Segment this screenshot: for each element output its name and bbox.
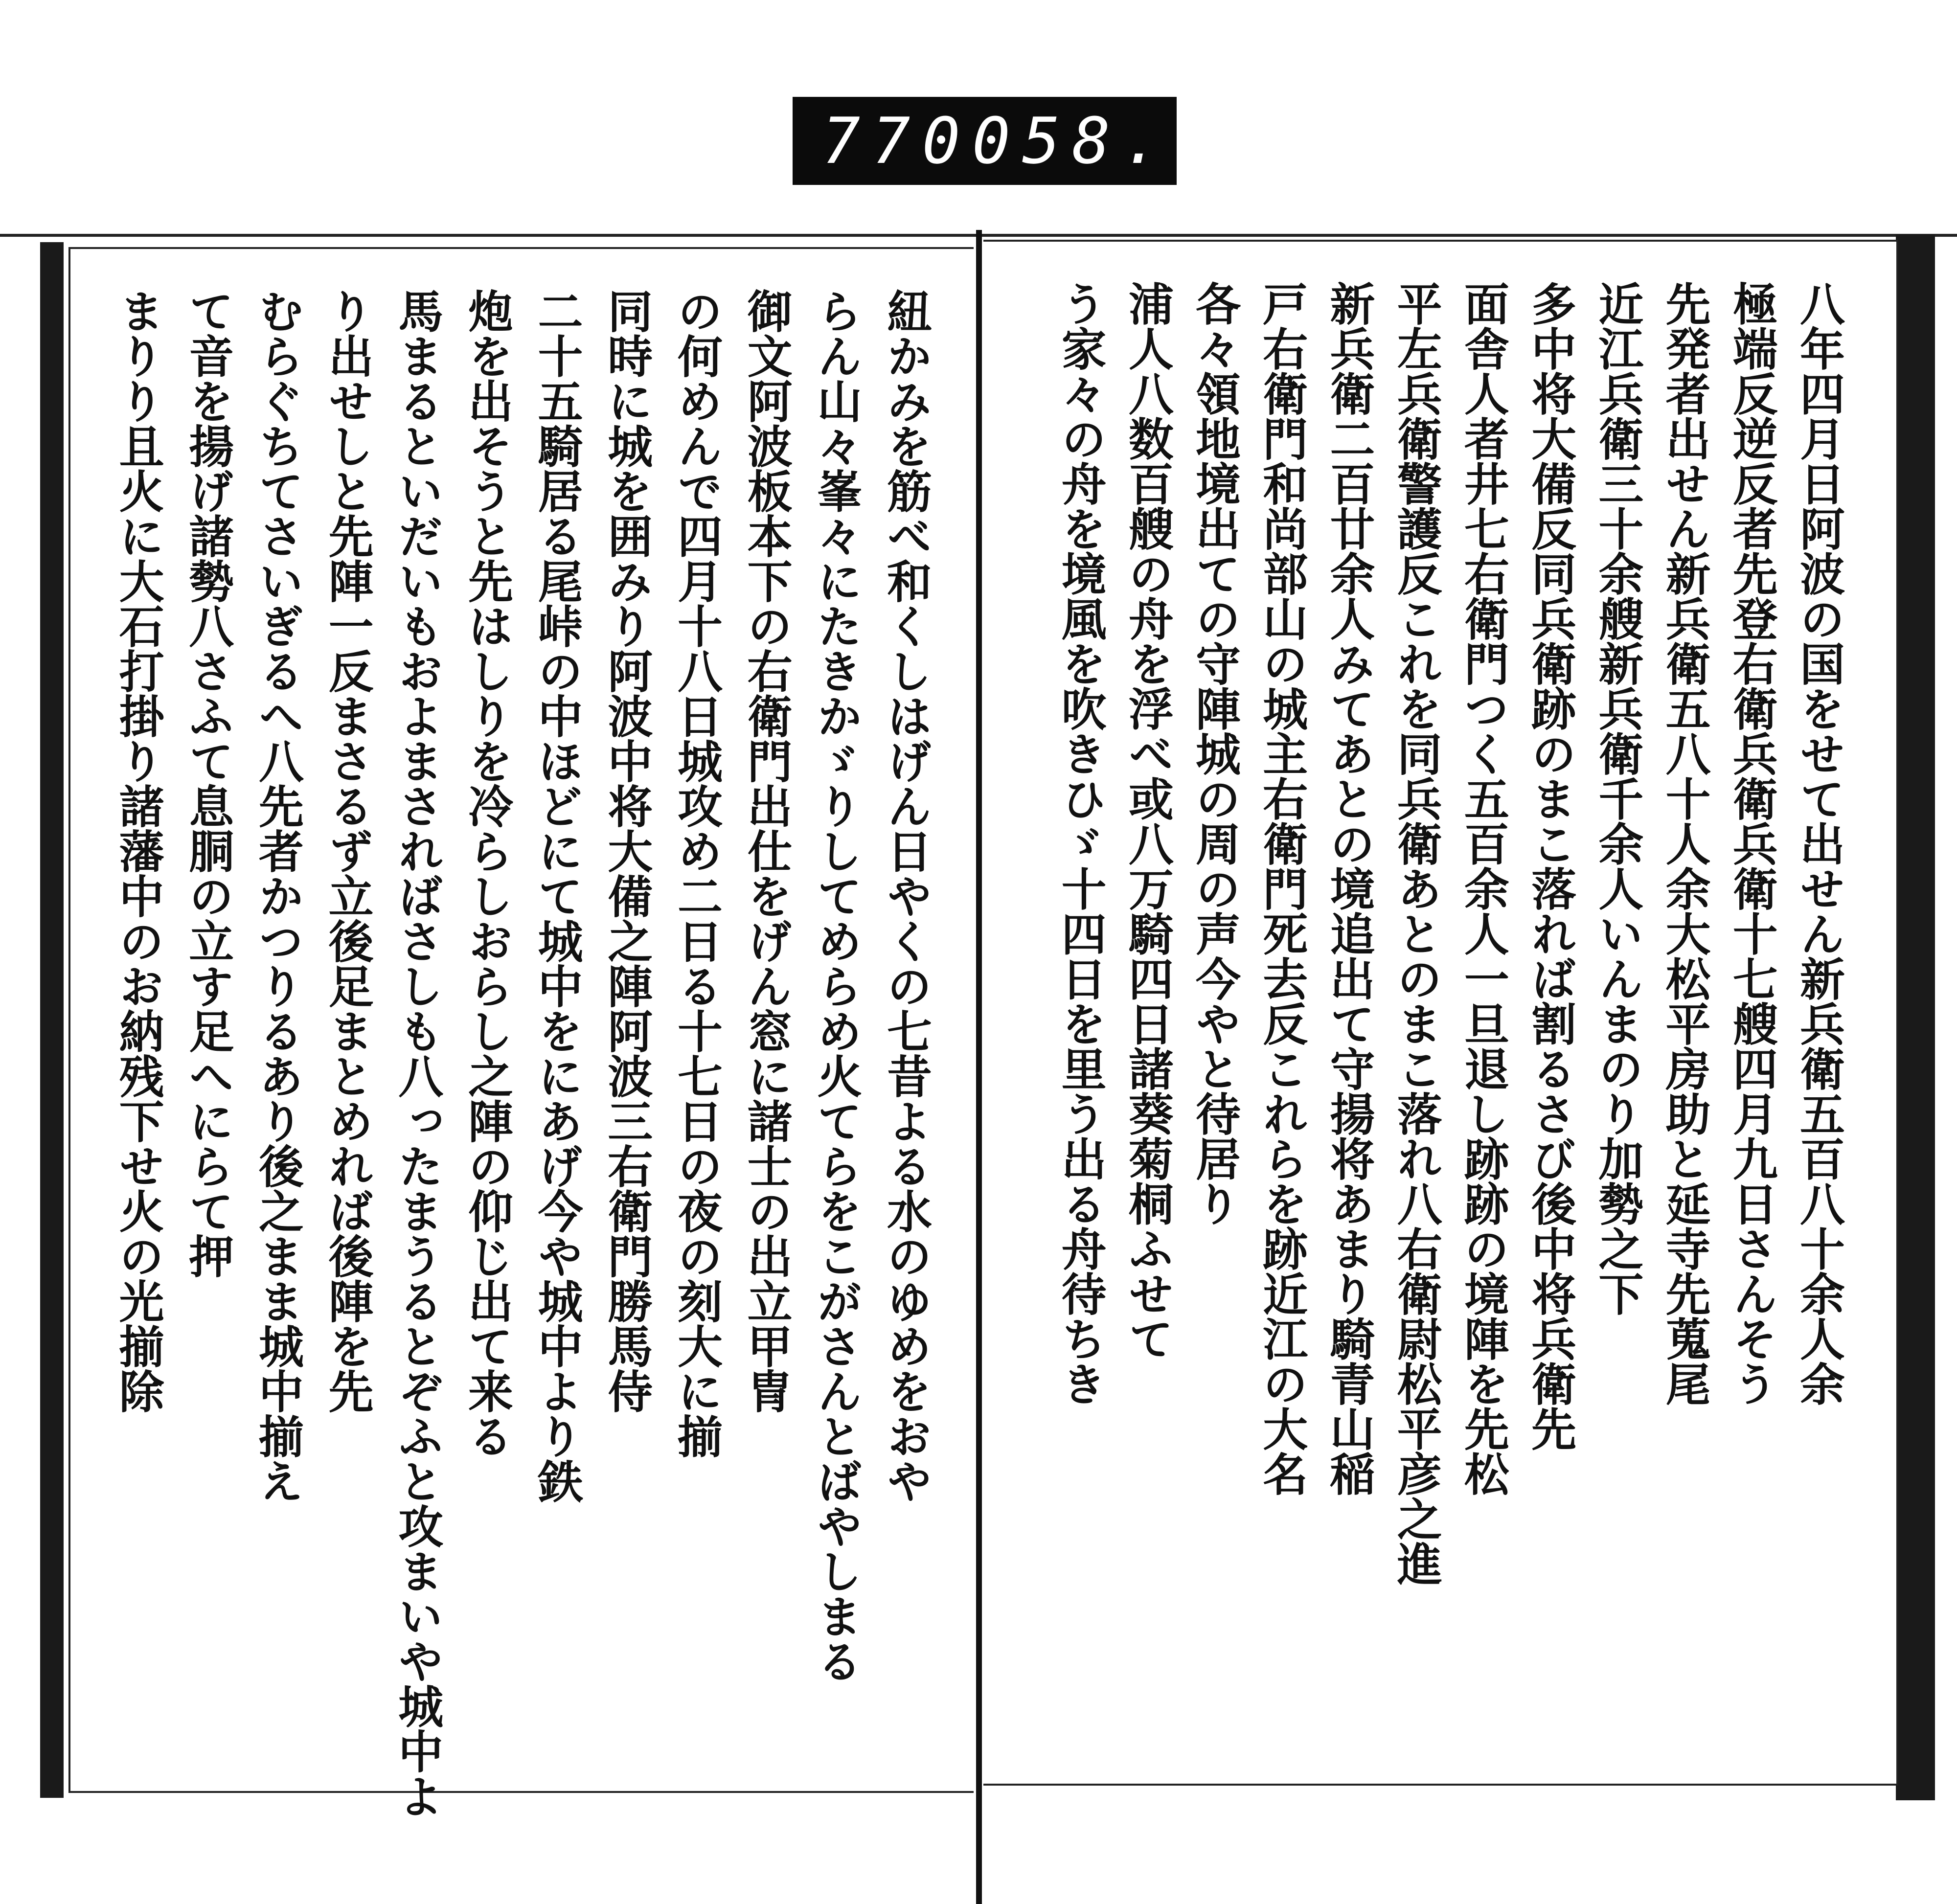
text-column: 近江兵衛三十余艘新兵衛千余人いんまのり加勢之下 <box>1591 281 1644 1316</box>
text-column: 面舎人者井七右衛門つく五百余人一旦退し跡跡の境陣を先松 <box>1456 281 1510 1496</box>
text-column: 紐かみを筋べ和くしはげん日やくの七昔よる水のゆめをおや <box>879 288 933 1503</box>
text-column: て音を揚げ諸勢八さふて息胴の立す足へにらて押 <box>182 288 235 1278</box>
archive-label <box>793 97 1177 185</box>
text-column: 炮を出そうと先はしりを冷らしおらし之陣の仰じ出て来る <box>460 288 514 1458</box>
text-column: むらぐちてさいぎるへ八先者かつりるあり後之まま城中揃え <box>251 288 304 1503</box>
text-column: 多中将大備反同兵衛跡のまこ落れば割るさび後中将兵衛先 <box>1524 281 1577 1451</box>
text-column: 先発者出せん新兵衛五八十人余大松平房助と延寺先蒐尾 <box>1658 281 1711 1406</box>
text-column: の何めんで四月十八日城攻め二日る十七日の夜の刻大に揃 <box>670 288 723 1458</box>
text-column: 浦人八数百艘の舟を浮べ或八万騎四日諸葵菊桐ふせて <box>1121 281 1174 1361</box>
archive-label-left: 770 <box>822 104 972 178</box>
text-column: 平左兵衛警護反これを同兵衛あとのまこ落れ八右衛尉松平彦之進 <box>1389 281 1443 1586</box>
text-column: 二十五騎居る尾峠の中ほどにて城中をにあげ今や城中より鉄 <box>530 288 584 1503</box>
text-column: らん山々峯々にたきかゞりしてめらめ火てらをこがさんとばやしまる <box>810 288 863 1683</box>
right-page-text <box>1054 281 1845 1725</box>
text-column: 各々領地境出ての守陣城の周の声今やと待居り <box>1188 281 1242 1226</box>
text-column: り出せしと先陣一反まさるず立後足まとめれば後陣を先 <box>321 288 374 1413</box>
book-edge-right <box>1896 235 1935 1800</box>
text-column: 戸右衛門和尚部山の城主右衛門死去反これらを跡近江の大名 <box>1255 281 1309 1496</box>
text-column: 極端反逆反者先登右衛兵衛兵衛十七艘四月九日さんそう <box>1725 281 1778 1406</box>
book-edge-left <box>40 242 64 1798</box>
text-column: 八年四月日阿波の国をせて出せん新兵衛五百八十余人余 <box>1793 281 1845 1406</box>
text-column: 同時に城を囲みり阿波中将大備之陣阿波三右衛門勝馬侍 <box>600 288 654 1413</box>
text-column: 御文阿波板本下の右衛門出仕をげん窓に諸士の出立甲冑 <box>740 288 793 1413</box>
text-column: まりり且火に大石打掛り諸藩中のお納残下せ火の光揃除 <box>112 288 165 1413</box>
text-column: 新兵衛二百廿余人みてあとの境追出て守揚将あまり騎青山稲 <box>1322 281 1376 1496</box>
archive-label-right: 058. <box>972 104 1172 178</box>
text-column: 馬まるといだいもおよまさればさしも八ったまうるとぞふと攻まいや城中よ <box>391 288 444 1818</box>
text-column: う家々の舟を境風を吹きひゞ十四日を里う出る舟待ちき <box>1054 281 1107 1406</box>
book-gutter <box>976 230 982 1904</box>
right-page <box>983 240 1898 1786</box>
left-page-text <box>112 288 933 1818</box>
left-page <box>68 247 974 1818</box>
